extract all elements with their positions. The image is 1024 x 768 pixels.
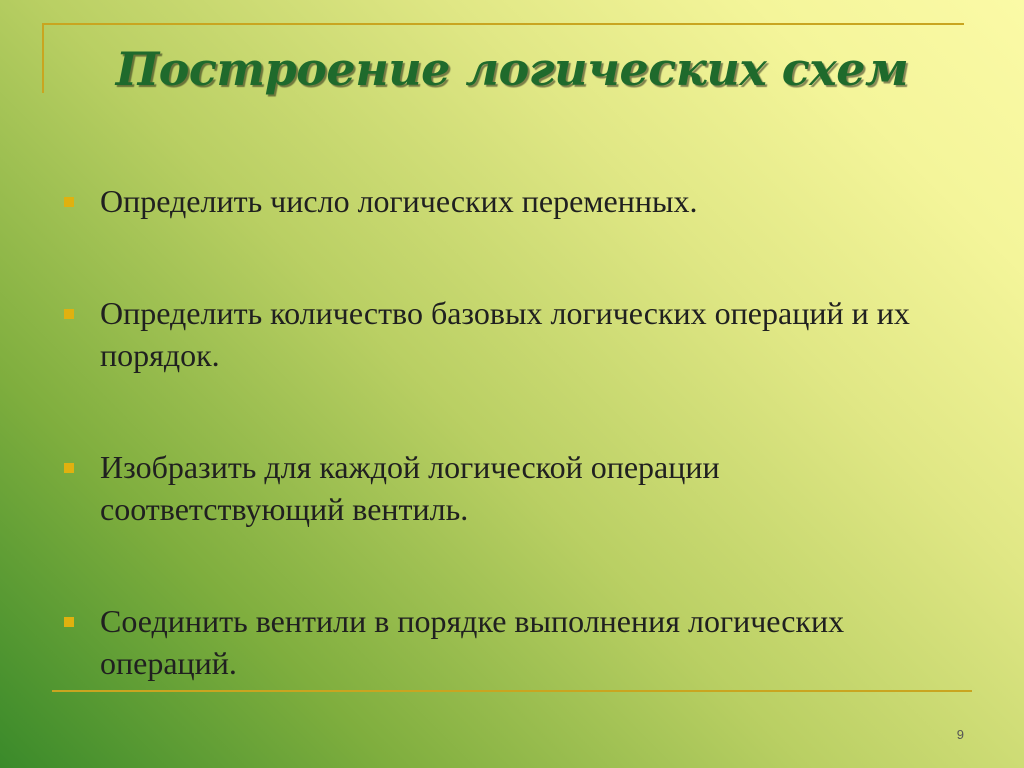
bullet-item <box>62 180 942 222</box>
square-bullet-icon <box>64 197 74 207</box>
bullet-item <box>62 446 942 530</box>
top-border-line <box>42 23 964 25</box>
bullet-text: Определить количество базовых логических операций и их порядок. <box>100 295 910 373</box>
bullet-item <box>62 292 942 376</box>
page-number: 9 <box>956 727 964 742</box>
bullet-text: Определить число логических переменных. <box>100 183 698 219</box>
square-bullet-icon <box>64 617 74 627</box>
bullet-text: Соединить вентили в порядке выполнения логических операций. <box>100 603 845 681</box>
square-bullet-icon <box>64 309 74 319</box>
bullet-text: Изобразить для каждой логической операции соответствующий вентиль. <box>100 449 720 527</box>
slide-title: Построение логических схем <box>115 42 909 96</box>
bullet-item <box>62 600 942 684</box>
bullet-list <box>62 180 942 684</box>
square-bullet-icon <box>64 463 74 473</box>
bottom-border-line <box>52 690 972 692</box>
left-border-line <box>42 23 44 93</box>
